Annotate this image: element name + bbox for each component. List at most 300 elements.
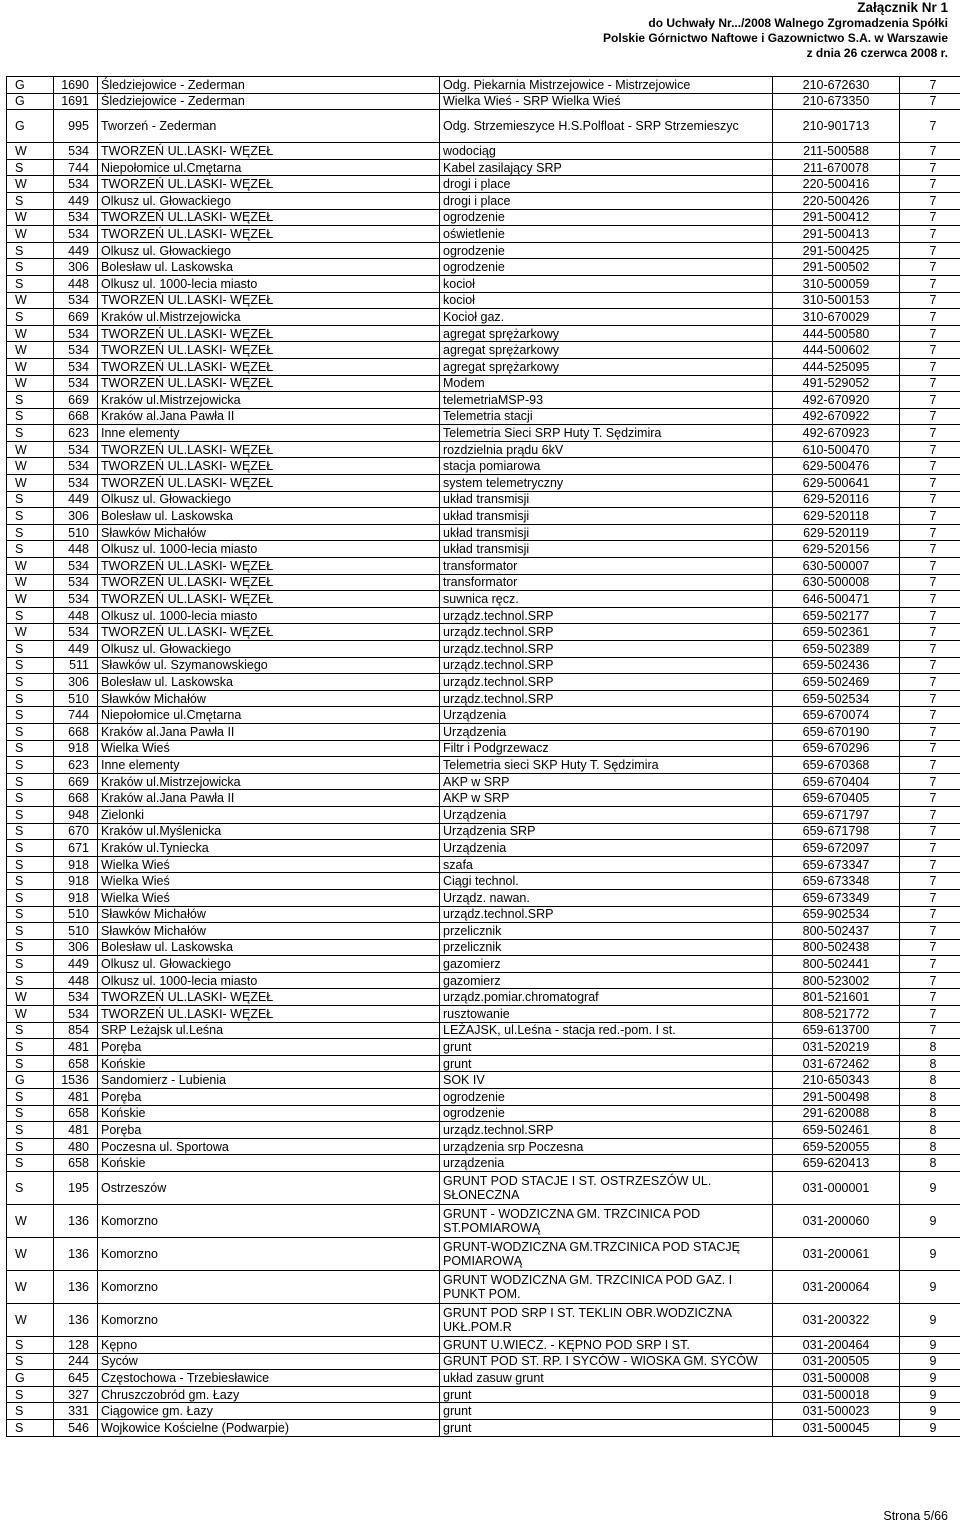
table-row <box>7 840 960 857</box>
location-number-cell: 449 <box>54 242 98 259</box>
location-cell: Końskie <box>98 1105 440 1122</box>
location-number-cell: 449 <box>54 192 98 209</box>
location-cell: TWORZEŃ UL.LASKI- WĘZEŁ <box>98 375 440 392</box>
inventory-code-cell: 291-500413 <box>773 226 900 243</box>
region-cell: S <box>7 1039 54 1056</box>
table-row <box>7 1238 960 1271</box>
group-cell: 7 <box>900 906 960 923</box>
inventory-code-cell: 659-670368 <box>773 757 900 774</box>
region-cell: S <box>7 1172 54 1205</box>
inventory-code-cell: 291-620088 <box>773 1105 900 1122</box>
region-cell: W <box>7 441 54 458</box>
group-cell: 7 <box>900 690 960 707</box>
table-row <box>7 591 960 608</box>
table-row <box>7 558 960 575</box>
inventory-code-cell: 808-521772 <box>773 1006 900 1023</box>
location-cell: Komorzno <box>98 1271 440 1304</box>
table-row <box>7 342 960 359</box>
inventory-code-cell: 310-500059 <box>773 275 900 292</box>
group-cell: 7 <box>900 358 960 375</box>
asset-name-cell: urządz.technol.SRP <box>440 674 773 691</box>
location-cell: Poręba <box>98 1122 440 1139</box>
table-row <box>7 674 960 691</box>
table-row <box>7 607 960 624</box>
location-cell: Inne elementy <box>98 425 440 442</box>
table-row <box>7 1304 960 1337</box>
region-cell: W <box>7 558 54 575</box>
location-cell: Poręba <box>98 1039 440 1056</box>
region-cell: W <box>7 325 54 342</box>
inventory-code-cell: 220-500416 <box>773 176 900 193</box>
asset-name-cell: GRUNT - WODZICZNA GM. TRZCINICA POD ST.POMIAROWĄ <box>440 1205 773 1238</box>
location-cell: Kraków ul.Mistrzejowicka <box>98 773 440 790</box>
group-cell: 7 <box>900 707 960 724</box>
inventory-code-cell: 629-500476 <box>773 458 900 475</box>
location-cell: Sławków ul. Szymanowskiego <box>98 657 440 674</box>
asset-name-cell: urządzenia srp Poczesna <box>440 1138 773 1155</box>
group-cell: 9 <box>900 1370 960 1387</box>
location-cell: TWORZEŃ UL.LASKI- WĘZEŁ <box>98 342 440 359</box>
asset-table-body <box>7 77 960 1437</box>
table-row <box>7 375 960 392</box>
inventory-code-cell: 659-672097 <box>773 840 900 857</box>
group-cell: 7 <box>900 491 960 508</box>
table-row <box>7 923 960 940</box>
inventory-code-cell: 646-500471 <box>773 591 900 608</box>
asset-name-cell: grunt <box>440 1039 773 1056</box>
asset-name-cell: Urządz. nawan. <box>440 889 773 906</box>
location-number-cell: 534 <box>54 143 98 160</box>
region-cell: W <box>7 458 54 475</box>
region-cell: W <box>7 342 54 359</box>
group-cell: 7 <box>900 939 960 956</box>
location-cell: Ciągowice gm. Łazy <box>98 1403 440 1420</box>
inventory-code-cell: 630-500007 <box>773 558 900 575</box>
location-number-cell: 668 <box>54 408 98 425</box>
asset-name-cell: AKP w SRP <box>440 790 773 807</box>
group-cell: 7 <box>900 508 960 525</box>
group-cell: 7 <box>900 242 960 259</box>
group-cell: 9 <box>900 1419 960 1436</box>
table-row <box>7 226 960 243</box>
location-number-cell: 306 <box>54 674 98 691</box>
group-cell: 7 <box>900 773 960 790</box>
location-cell: TWORZEŃ UL.LASKI- WĘZEŁ <box>98 292 440 309</box>
region-cell: W <box>7 292 54 309</box>
location-cell: Sławków Michałów <box>98 690 440 707</box>
location-cell: Bolesław ul. Laskowska <box>98 674 440 691</box>
location-number-cell: 448 <box>54 607 98 624</box>
location-number-cell: 658 <box>54 1055 98 1072</box>
location-number-cell: 948 <box>54 806 98 823</box>
group-cell: 7 <box>900 375 960 392</box>
location-number-cell: 136 <box>54 1304 98 1337</box>
group-cell: 8 <box>900 1055 960 1072</box>
location-number-cell: 327 <box>54 1386 98 1403</box>
asset-name-cell: stacja pomiarowa <box>440 458 773 475</box>
group-cell: 7 <box>900 524 960 541</box>
table-row <box>7 1403 960 1420</box>
region-cell: W <box>7 1006 54 1023</box>
region-cell: G <box>7 110 54 143</box>
asset-name-cell: Urządzenia SRP <box>440 823 773 840</box>
location-cell: Sławków Michałów <box>98 906 440 923</box>
region-cell: S <box>7 192 54 209</box>
location-number-cell: 658 <box>54 1155 98 1172</box>
asset-table <box>6 76 960 1437</box>
inventory-code-cell: 211-500588 <box>773 143 900 160</box>
location-number-cell: 306 <box>54 259 98 276</box>
inventory-code-cell: 031-520219 <box>773 1039 900 1056</box>
group-cell: 7 <box>900 259 960 276</box>
location-number-cell: 480 <box>54 1138 98 1155</box>
group-cell: 7 <box>900 325 960 342</box>
table-row <box>7 1105 960 1122</box>
asset-name-cell: drogi i place <box>440 192 773 209</box>
region-cell: W <box>7 624 54 641</box>
asset-name-cell: GRUNT-WODZICZNA GM.TRZCINICA POD STACJĘ POMIAROWĄ <box>440 1238 773 1271</box>
table-row <box>7 1205 960 1238</box>
inventory-code-cell: 659-502177 <box>773 607 900 624</box>
inventory-code-cell: 629-520118 <box>773 508 900 525</box>
group-cell: 7 <box>900 159 960 176</box>
location-number-cell: 449 <box>54 491 98 508</box>
asset-name-cell: układ transmisji <box>440 541 773 558</box>
location-cell: TWORZEŃ UL.LASKI- WĘZEŁ <box>98 209 440 226</box>
inventory-code-cell: 492-670920 <box>773 392 900 409</box>
inventory-code-cell: 210-650343 <box>773 1072 900 1089</box>
inventory-code-cell: 629-520116 <box>773 491 900 508</box>
region-cell: S <box>7 1353 54 1370</box>
table-row <box>7 508 960 525</box>
location-number-cell: 623 <box>54 425 98 442</box>
asset-name-cell: szafa <box>440 856 773 873</box>
region-cell: S <box>7 1337 54 1354</box>
location-cell: TWORZEŃ UL.LASKI- WĘZEŁ <box>98 226 440 243</box>
group-cell: 7 <box>900 923 960 940</box>
location-number-cell: 1690 <box>54 77 98 94</box>
inventory-code-cell: 659-670190 <box>773 723 900 740</box>
location-cell: Kraków al.Jana Pawła II <box>98 723 440 740</box>
asset-name-cell: Wielka Wieś - SRP Wielka Wieś <box>440 93 773 110</box>
group-cell: 9 <box>900 1238 960 1271</box>
location-number-cell: 449 <box>54 956 98 973</box>
asset-name-cell: ogrodzenie <box>440 259 773 276</box>
location-number-cell: 534 <box>54 375 98 392</box>
table-row <box>7 1022 960 1039</box>
region-cell: W <box>7 209 54 226</box>
region-cell: S <box>7 159 54 176</box>
region-cell: S <box>7 641 54 658</box>
inventory-code-cell: 211-670078 <box>773 159 900 176</box>
group-cell: 7 <box>900 292 960 309</box>
table-row <box>7 209 960 226</box>
inventory-code-cell: 659-902534 <box>773 906 900 923</box>
table-row <box>7 740 960 757</box>
location-cell: TWORZEŃ UL.LASKI- WĘZEŁ <box>98 441 440 458</box>
inventory-code-cell: 031-200060 <box>773 1205 900 1238</box>
region-cell: S <box>7 309 54 326</box>
location-cell: TWORZEŃ UL.LASKI- WĘZEŁ <box>98 574 440 591</box>
location-number-cell: 534 <box>54 292 98 309</box>
location-number-cell: 668 <box>54 790 98 807</box>
table-row <box>7 574 960 591</box>
asset-name-cell: Urządzenia <box>440 723 773 740</box>
location-cell: Kraków al.Jana Pawła II <box>98 790 440 807</box>
asset-name-cell: Urządzenia <box>440 806 773 823</box>
region-cell: S <box>7 707 54 724</box>
table-row <box>7 392 960 409</box>
table-row <box>7 425 960 442</box>
table-row <box>7 1122 960 1139</box>
asset-name-cell: Telemetria sieci SKP Huty T. Sędzimira <box>440 757 773 774</box>
group-cell: 7 <box>900 226 960 243</box>
region-cell: S <box>7 657 54 674</box>
asset-name-cell: rozdzielnia prądu 6kV <box>440 441 773 458</box>
asset-name-cell: kocioł <box>440 275 773 292</box>
inventory-code-cell: 629-520156 <box>773 541 900 558</box>
location-cell: TWORZEŃ UL.LASKI- WĘZEŁ <box>98 624 440 641</box>
region-cell: S <box>7 823 54 840</box>
region-cell: S <box>7 1386 54 1403</box>
table-row <box>7 192 960 209</box>
location-cell: Olkusz ul. 1000-lecia miasto <box>98 275 440 292</box>
asset-name-cell: układ zasuw grunt <box>440 1370 773 1387</box>
location-cell: Kraków ul.Myślenicka <box>98 823 440 840</box>
group-cell: 9 <box>900 1205 960 1238</box>
location-cell: TWORZEŃ UL.LASKI- WĘZEŁ <box>98 475 440 492</box>
group-cell: 7 <box>900 392 960 409</box>
inventory-code-cell: 659-502436 <box>773 657 900 674</box>
location-number-cell: 449 <box>54 641 98 658</box>
region-cell: S <box>7 906 54 923</box>
asset-name-cell: Modem <box>440 375 773 392</box>
region-cell: S <box>7 773 54 790</box>
location-cell: Bolesław ul. Laskowska <box>98 508 440 525</box>
location-cell: Wielka Wieś <box>98 873 440 890</box>
location-cell: Olkusz ul. 1000-lecia miasto <box>98 972 440 989</box>
location-cell: Kraków ul.Tyniecka <box>98 840 440 857</box>
location-number-cell: 546 <box>54 1419 98 1436</box>
group-cell: 7 <box>900 989 960 1006</box>
asset-name-cell: grunt <box>440 1403 773 1420</box>
location-number-cell: 534 <box>54 441 98 458</box>
table-row <box>7 1039 960 1056</box>
region-cell: S <box>7 690 54 707</box>
asset-name-cell: LEŻAJSK, ul.Leśna - stacja red.-pom. I st. <box>440 1022 773 1039</box>
asset-name-cell: AKP w SRP <box>440 773 773 790</box>
asset-name-cell: system telemetryczny <box>440 475 773 492</box>
table-row <box>7 972 960 989</box>
region-cell: G <box>7 1370 54 1387</box>
asset-name-cell: urządz.pomiar.chromatograf <box>440 989 773 1006</box>
location-cell: Sławków Michałów <box>98 524 440 541</box>
group-cell: 8 <box>900 1122 960 1139</box>
region-cell: S <box>7 524 54 541</box>
asset-name-cell: agregat sprężarkowy <box>440 358 773 375</box>
region-cell: S <box>7 541 54 558</box>
location-number-cell: 534 <box>54 1006 98 1023</box>
location-cell: Śledziejowice - Zederman <box>98 77 440 94</box>
region-cell: S <box>7 840 54 857</box>
table-row <box>7 159 960 176</box>
inventory-code-cell: 444-525095 <box>773 358 900 375</box>
inventory-code-cell: 800-523002 <box>773 972 900 989</box>
inventory-code-cell: 291-500412 <box>773 209 900 226</box>
group-cell: 9 <box>900 1172 960 1205</box>
location-number-cell: 645 <box>54 1370 98 1387</box>
asset-name-cell: urządz.technol.SRP <box>440 657 773 674</box>
table-row <box>7 624 960 641</box>
location-cell: Bolesław ul. Laskowska <box>98 259 440 276</box>
table-row <box>7 110 960 143</box>
inventory-code-cell: 291-500498 <box>773 1089 900 1106</box>
region-cell: S <box>7 1105 54 1122</box>
region-cell: W <box>7 1304 54 1337</box>
inventory-code-cell: 031-200064 <box>773 1271 900 1304</box>
inventory-code-cell: 659-670074 <box>773 707 900 724</box>
location-cell: Wielka Wieś <box>98 889 440 906</box>
document-header <box>603 0 948 61</box>
table-row <box>7 275 960 292</box>
table-row <box>7 690 960 707</box>
table-row <box>7 1172 960 1205</box>
asset-name-cell: ogrodzenie <box>440 209 773 226</box>
region-cell: S <box>7 1089 54 1106</box>
inventory-code-cell: 220-500426 <box>773 192 900 209</box>
group-cell: 9 <box>900 1337 960 1354</box>
table-row <box>7 723 960 740</box>
header-line-3: z dnia 26 czerwca 2008 r. <box>806 46 948 60</box>
group-cell: 7 <box>900 441 960 458</box>
location-cell: Niepołomice ul.Cmętarna <box>98 159 440 176</box>
group-cell: 7 <box>900 458 960 475</box>
location-number-cell: 136 <box>54 1205 98 1238</box>
asset-name-cell: grunt <box>440 1386 773 1403</box>
group-cell: 9 <box>900 1353 960 1370</box>
asset-name-cell: Kocioł gaz. <box>440 309 773 326</box>
group-cell: 7 <box>900 558 960 575</box>
inventory-code-cell: 491-529052 <box>773 375 900 392</box>
region-cell: S <box>7 392 54 409</box>
asset-name-cell: drogi i place <box>440 176 773 193</box>
group-cell: 8 <box>900 1105 960 1122</box>
table-row <box>7 77 960 94</box>
location-cell: TWORZEŃ UL.LASKI- WĘZEŁ <box>98 358 440 375</box>
inventory-code-cell: 659-673349 <box>773 889 900 906</box>
region-cell: S <box>7 408 54 425</box>
inventory-code-cell: 291-500502 <box>773 259 900 276</box>
location-cell: TWORZEŃ UL.LASKI- WĘZEŁ <box>98 989 440 1006</box>
group-cell: 7 <box>900 1006 960 1023</box>
location-cell: Inne elementy <box>98 757 440 774</box>
inventory-code-cell: 031-500045 <box>773 1419 900 1436</box>
location-number-cell: 918 <box>54 873 98 890</box>
group-cell: 7 <box>900 176 960 193</box>
table-row <box>7 475 960 492</box>
group-cell: 7 <box>900 723 960 740</box>
region-cell: S <box>7 259 54 276</box>
location-number-cell: 510 <box>54 524 98 541</box>
group-cell: 7 <box>900 840 960 857</box>
location-cell: TWORZEŃ UL.LASKI- WĘZEŁ <box>98 558 440 575</box>
region-cell: S <box>7 790 54 807</box>
inventory-code-cell: 031-200322 <box>773 1304 900 1337</box>
table-row <box>7 93 960 110</box>
region-cell: S <box>7 491 54 508</box>
group-cell: 8 <box>900 1072 960 1089</box>
group-cell: 8 <box>900 1155 960 1172</box>
group-cell: 7 <box>900 856 960 873</box>
region-cell: S <box>7 1155 54 1172</box>
region-cell: W <box>7 989 54 1006</box>
group-cell: 7 <box>900 475 960 492</box>
group-cell: 9 <box>900 1304 960 1337</box>
location-cell: Olkusz ul. Głowackiego <box>98 491 440 508</box>
location-cell: Komorzno <box>98 1304 440 1337</box>
asset-name-cell: grunt <box>440 1055 773 1072</box>
table-row <box>7 1006 960 1023</box>
asset-name-cell: ogrodzenie <box>440 1105 773 1122</box>
location-number-cell: 306 <box>54 939 98 956</box>
location-cell: Olkusz ul. Głowackiego <box>98 242 440 259</box>
asset-name-cell: transformator <box>440 558 773 575</box>
inventory-code-cell: 659-502534 <box>773 690 900 707</box>
group-cell: 7 <box>900 541 960 558</box>
location-cell: TWORZEŃ UL.LASKI- WĘZEŁ <box>98 1006 440 1023</box>
inventory-code-cell: 210-673350 <box>773 93 900 110</box>
group-cell: 7 <box>900 740 960 757</box>
location-number-cell: 668 <box>54 723 98 740</box>
table-row <box>7 757 960 774</box>
location-cell: Olkusz ul. Głowackiego <box>98 192 440 209</box>
location-number-cell: 744 <box>54 159 98 176</box>
asset-name-cell: urządz.technol.SRP <box>440 641 773 658</box>
location-cell: Wielka Wieś <box>98 740 440 757</box>
inventory-code-cell: 659-673348 <box>773 873 900 890</box>
location-number-cell: 918 <box>54 856 98 873</box>
location-cell: Wielka Wieś <box>98 856 440 873</box>
asset-name-cell: układ transmisji <box>440 508 773 525</box>
location-cell: Wojkowice Kościelne (Podwarpie) <box>98 1419 440 1436</box>
asset-name-cell: telemetriaMSP-93 <box>440 392 773 409</box>
asset-name-cell: SOK IV <box>440 1072 773 1089</box>
group-cell: 8 <box>900 1039 960 1056</box>
inventory-code-cell: 610-500470 <box>773 441 900 458</box>
region-cell: S <box>7 873 54 890</box>
location-number-cell: 744 <box>54 707 98 724</box>
group-cell: 7 <box>900 77 960 94</box>
asset-name-cell: Odg. Strzemieszyce H.S.Polfloat - SRP Strzemieszyc <box>440 110 773 143</box>
location-number-cell: 511 <box>54 657 98 674</box>
group-cell: 9 <box>900 1386 960 1403</box>
location-number-cell: 534 <box>54 226 98 243</box>
inventory-code-cell: 310-670029 <box>773 309 900 326</box>
asset-name-cell: agregat sprężarkowy <box>440 342 773 359</box>
asset-name-cell: rusztowanie <box>440 1006 773 1023</box>
region-cell: S <box>7 1022 54 1039</box>
asset-name-cell: GRUNT POD SRP I ST. TEKLIN OBR.WODZICZNA UKŁ.POM.R <box>440 1304 773 1337</box>
inventory-code-cell: 659-502461 <box>773 1122 900 1139</box>
group-cell: 7 <box>900 425 960 442</box>
inventory-code-cell: 659-670296 <box>773 740 900 757</box>
inventory-code-cell: 492-670922 <box>773 408 900 425</box>
location-number-cell: 669 <box>54 309 98 326</box>
asset-name-cell: urządz.technol.SRP <box>440 607 773 624</box>
table-row <box>7 1419 960 1436</box>
asset-name-cell: oświetlenie <box>440 226 773 243</box>
table-row <box>7 292 960 309</box>
